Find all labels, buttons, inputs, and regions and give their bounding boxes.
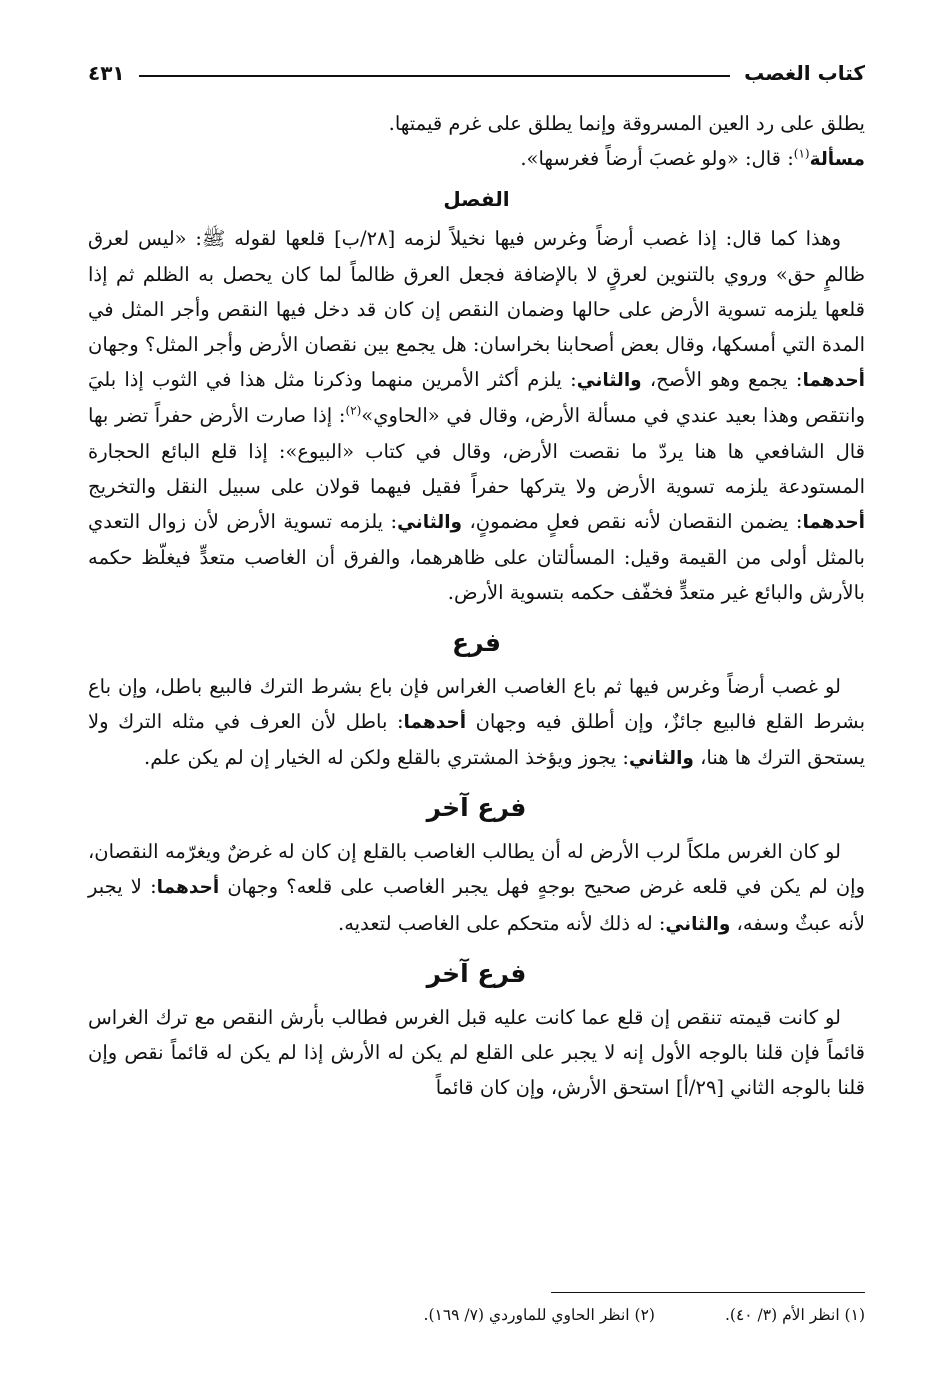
footnote-rule	[551, 1292, 865, 1293]
bold-term: أحدهما	[156, 877, 220, 899]
footnotes	[88, 1306, 865, 1324]
chapter-title: كتاب الغصب	[744, 61, 865, 85]
section-heading-far-akhar-2: فرع آخر	[426, 958, 527, 988]
far-akhar-paragraph-1	[88, 834, 865, 942]
section-heading-far: فرع	[452, 627, 501, 657]
masala-paragraph	[88, 141, 865, 177]
masala-text: : قال: «ولو غصبَ أرضاً فغرسها».	[520, 147, 794, 171]
far-akhar-paragraph-2: لو كانت قيمته تنقص إن قلع عما كانت عليه قبل الغرس فطالب بأرش النقص مع ترك الغراس قائماً فإن قلنا بالوجه الأول إنه لا يجبر على القلع لم يكن له الأرش إذا لم يكن له قائماً نقص وإن قلنا بالوجه الثاني [٢٩/أ] استحق الأرش، وإن كان قائماً	[88, 1005, 865, 1100]
bold-term: والثاني	[628, 748, 694, 770]
text-run: : يجوز ويؤخذ المشتري بالقلع ولكن له الخيار إن لم يكن علم.	[144, 746, 629, 770]
bold-term: والثاني	[576, 370, 642, 392]
text-run: : يجمع وهو الأصح،	[641, 368, 803, 392]
text-run: وهذا كما قال: إذا غصب أرضاً وغرس فيها نخيلاً لزمه [٢٨/ب] قلعها لقوله ﷺ: «ليس لعرق ظالمٍ حق» وروي بالتنوين لعرقٍ لا بالإضافة فجعل العرق ظالماً لما كان يحصل به الظلم ثم إذا قلعها يلزمه تسوية الأرض على حالها وضمان النقص إن كان قد دخل فيها النقص وأجر المثل في المدة التي أمسكها، وقال بعض أصحابنا بخراسان: هل يجمع بين نقصان الأرض وأجر المثل؟ وجهان	[88, 227, 865, 357]
body-text	[88, 106, 865, 1105]
fasl-paragraph	[88, 221, 865, 610]
bold-term: أحدهما	[802, 512, 865, 534]
text-run: لو غصب أرضاً وغرس فيها ثم باع الغاصب الغراس فإن باع بشرط الترك فالبيع باطل، وإن باع بشرط القلع فالبيع جائزٌ، وإن أطلق فيه وجهان	[88, 674, 865, 733]
footnote-1: (١) انظر الأم (٣/ ٤٠).	[724, 1306, 865, 1324]
page-number: ٤٣١	[88, 61, 125, 85]
footnote-ref-2: (٢)	[345, 403, 362, 418]
far-paragraph	[88, 669, 865, 777]
bold-term: والثاني	[665, 913, 731, 935]
footnote-ref-1: (١)	[793, 146, 810, 161]
text-run: : يلزم أكثر الأمرين منهما وذكرنا مثل هذا في الثوب إذا بليَ وانتقص وهذا بعيد عندي في مسألة الأرض، وقال في «الحاوي»	[88, 368, 865, 428]
bold-term: أحدهما	[802, 370, 865, 392]
running-header	[88, 56, 865, 90]
text-run: : يلزمه تسوية الأرض لأن زوال التعدي بالمثل أولى من القيمة وقيل: المسألتان على ظاهرهما، والفرق أن الغاصب متعدٍّ فيغلّظ حكمه بالأرش والبائع غير متعدٍّ فخفّف حكمه بتسوية الأرض.	[88, 510, 865, 605]
section-heading-far-akhar-1: فرع آخر	[426, 793, 527, 823]
text-run: : باطل لأن العرف في مثله الترك ولا يستحق الترك ها هنا،	[88, 709, 865, 770]
bold-term: والثاني	[397, 512, 463, 534]
bold-term: أحدهما	[403, 711, 467, 733]
text-run: : له ذلك لأنه متحكم على الغاصب لتعديه.	[338, 911, 666, 935]
section-heading-fasl: الفصل	[443, 187, 510, 212]
header-rule	[139, 75, 730, 77]
text-run: : يضمن النقصان لأنه نقص فعلٍ مضمونٍ،	[462, 510, 803, 534]
text-run: : إذا صارت الأرض حفراً تضر بها قال الشافعي ها هنا يردّ ما نقصت الأرض، وقال في كتاب «البيوع»: إذا قلع البائع الحجارة المستودعة يلزمه تسوية الأرض ولا يتركها حفراً فقيل فيهما قولان على سبيل النقل والتخريج	[88, 404, 865, 498]
footnote-2: (٢) انظر الحاوي للماوردي (٧/ ١٦٩).	[423, 1306, 655, 1324]
paragraph-continued: يطلق على رد العين المسروقة وإنما يطلق على غرم قيمتها.	[388, 112, 865, 135]
text-run: لو كان الغرس ملكاً لرب الأرض له أن يطالب الغاصب بالقلع إن كان له غرضٌ ويغرّمه النقصان، وإن لم يكن في قلعه غرض صحيح بوجهٍ فهل يجبر الغاصب على قلعه؟ وجهان	[88, 840, 866, 899]
text-run: : لا يجبر لأنه عبثٌ وسفه،	[88, 875, 865, 935]
masala-label: مسألة	[809, 149, 865, 171]
